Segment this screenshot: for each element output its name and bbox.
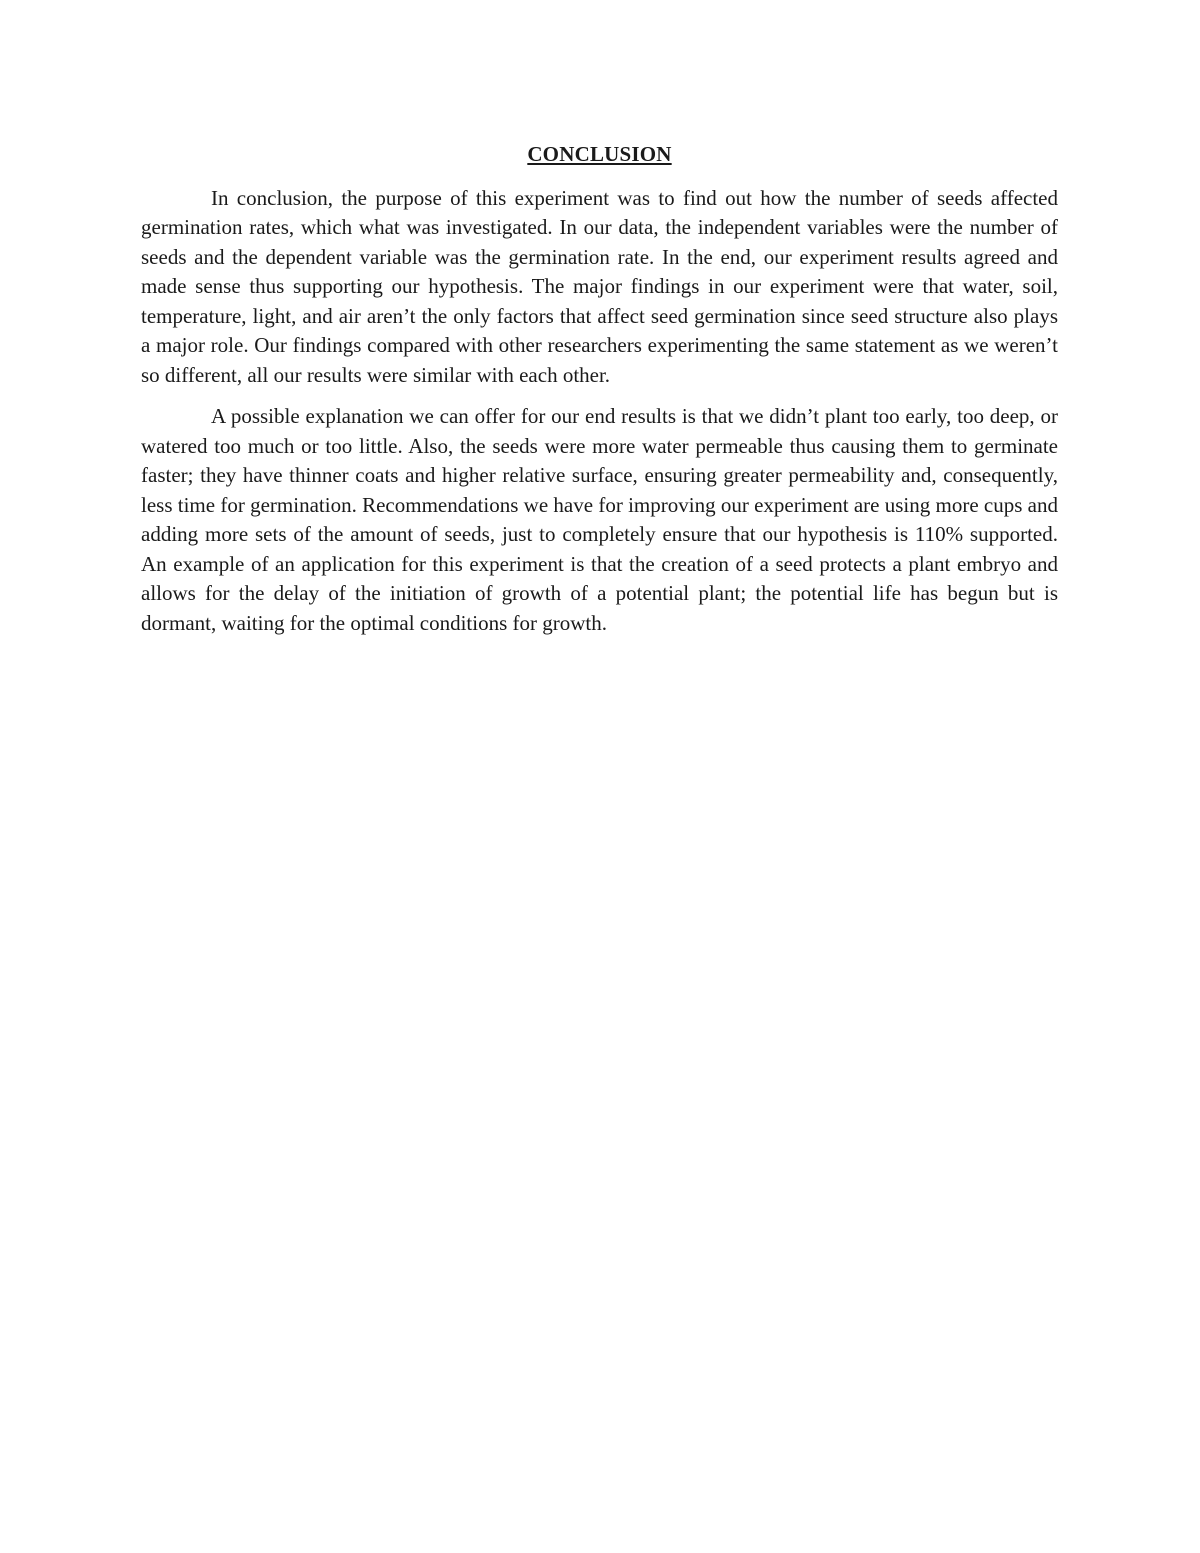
paragraph-explanation: A possible explanation we can offer for our end results is that we didn’t plant too early, too deep, or watered too much or too little. Also, the seeds were more water permeable thus causing them to germinate faster; they have thinner coats and higher relative surface, ensuring greater permeability and, consequently, less time for germination. Recommendations we have for improving our experiment are using more cups and adding more sets of the amount of seeds, just to completely ensure that our hypothesis is 110% supported. An example of an application for this experiment is that the creation of a seed protects a plant embryo and allows for the delay of the initiation of growth of a potential plant; the potential life has begun but is dormant, waiting for the optimal conditions for growth. <box>141 404 1058 635</box>
paragraph-conclusion: In conclusion, the purpose of this experiment was to find out how the number of seeds affected germination rates, which what was investigated. In our data, the independent variables were the number of seeds and the dependent variable was the germination rate. In the end, our experiment results agreed and made sense thus supporting our hypothesis. The major findings in our experiment were that water, soil, temperature, light, and air aren’t the only factors that affect seed germination since seed structure also plays a major role. Our findings compared with other researchers experimenting the same statement as we weren’t so different, all our results were similar with each other. <box>141 185 1058 387</box>
document-body <box>141 140 1058 650</box>
section-heading: CONCLUSION <box>527 142 672 166</box>
